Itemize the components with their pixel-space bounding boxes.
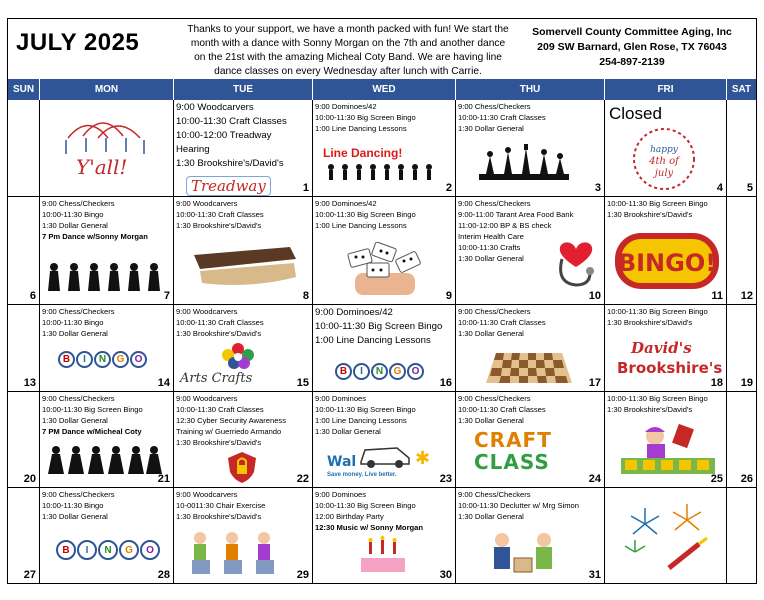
- event: 10:00-11:30 Crafts: [458, 243, 521, 252]
- day-number: 25: [710, 473, 723, 485]
- event-list: [605, 305, 726, 328]
- event-bold-text: 7 PM Dance w/Micheal Coty: [42, 427, 142, 436]
- event: 9:00 Chess/Checkers: [458, 490, 531, 499]
- craft-text: CRAFT: [474, 428, 552, 452]
- day-number: 20: [23, 473, 36, 485]
- page-title: JULY 2025: [16, 29, 140, 56]
- weekday-tue: TUE: [174, 79, 313, 100]
- walmart-tagline: Save money. Live better.: [327, 472, 397, 478]
- day-number: 21: [157, 473, 170, 485]
- dancers-silhouette-icon: [46, 444, 164, 478]
- event: 9:00 Woodcarvers: [176, 490, 238, 499]
- bingo-balls-icon: [58, 351, 147, 368]
- bingo-ball: G: [389, 363, 406, 380]
- event-list: [313, 392, 455, 437]
- event-list: [456, 305, 604, 339]
- weekday-header: [8, 79, 756, 100]
- event: 9:00 Dominoes: [315, 394, 367, 403]
- event: 1:30 Brookshire's/David's: [176, 512, 262, 521]
- arts-crafts-text: Arts Crafts: [180, 371, 253, 386]
- walmart-logo: Wal: [327, 454, 357, 470]
- day-cell-27: [8, 488, 40, 583]
- davids-logo: David's: [631, 339, 692, 357]
- day-number: 2: [445, 182, 452, 194]
- day-number: 3: [594, 182, 601, 194]
- event: Interim Health Care: [458, 232, 524, 241]
- badge-line: happy: [650, 145, 678, 155]
- bingo-ball: I: [353, 363, 370, 380]
- event: 10:00-11:30 Big Screen Bingo: [315, 321, 443, 332]
- event: 10:00-11:30 Bingo: [42, 501, 104, 510]
- chair-exercise-icon: [184, 528, 280, 580]
- day-cell-10: [456, 197, 605, 304]
- brookshires-logo: Brookshire's: [617, 359, 723, 377]
- event: 10:00-11:30 Craft Classes: [458, 113, 546, 122]
- day-cell-6: [8, 197, 40, 304]
- event: 1:30 Dollar General: [42, 512, 108, 521]
- event-list: [174, 197, 312, 231]
- day-cell-9: [313, 197, 456, 304]
- event: Training w/ Guerriedo Armando: [176, 427, 282, 436]
- day-number: 27: [23, 569, 36, 581]
- stethoscope-heart-icon: [554, 235, 598, 293]
- day-number: 26: [740, 473, 753, 485]
- day-number: 6: [29, 290, 36, 302]
- event: 1:30 Brookshire's/David's: [176, 329, 262, 338]
- event: 10:00-12:00 Treadway: [176, 130, 272, 141]
- event-bold: [42, 231, 171, 242]
- day-number: 11: [711, 290, 723, 302]
- event-bold-text: 12:30 Music w/ Sonny Morgan: [315, 523, 424, 532]
- day-number: 7: [163, 290, 170, 302]
- event: 1:30 Brookshire's/David's: [176, 438, 262, 447]
- org-name: Somervell County Committee Aging, Inc: [532, 26, 732, 38]
- day-cell-4: [605, 100, 727, 196]
- event: 11:00-12:00 BP & BS check: [458, 221, 552, 230]
- day-cell-8: [174, 197, 313, 304]
- event: 1:30 Dollar General: [42, 221, 108, 230]
- day-cell-empty: [727, 488, 756, 583]
- event: 10:00-11:30 Declutter w/ Mrg Simon: [458, 501, 579, 510]
- day-number: 16: [439, 377, 452, 389]
- bingo-ball: G: [112, 351, 129, 368]
- day-number: 24: [588, 473, 601, 485]
- bingo-ball: O: [140, 540, 160, 560]
- org-phone: 254-897-2139: [599, 56, 665, 68]
- event: 10:00-11:30 Big Screen Bingo: [607, 394, 708, 403]
- bingo-big-text: BINGO!: [617, 249, 717, 277]
- day-cell-30: [313, 488, 456, 583]
- bingo-ball: I: [77, 540, 97, 560]
- day-cell-25: [605, 392, 727, 487]
- yall-text: Y'all!: [76, 155, 128, 179]
- weekday-sun: SUN: [8, 79, 40, 100]
- event-list: [174, 392, 312, 448]
- event: 9:00 Woodcarvers: [176, 199, 238, 208]
- intro-line: month with a dance with Sonny Morgan on the 7th and another dance: [190, 38, 506, 49]
- day-number: 13: [23, 377, 36, 389]
- event: 1:00 Line Dancing Lessons: [315, 416, 407, 425]
- event: 12:30 Cyber Security Awareness: [176, 416, 287, 425]
- week-row: [8, 487, 756, 583]
- class-text: CLASS: [474, 450, 550, 474]
- event: 9:00 Dominoes: [315, 490, 367, 499]
- event: 9:00 Woodcarvers: [176, 307, 238, 316]
- event: 1:30 Dollar General: [458, 416, 524, 425]
- event-list: [40, 305, 173, 339]
- bingo-player-icon: [611, 422, 723, 478]
- event: 1:30 Brookshire's/David's: [176, 158, 284, 169]
- bingo-balls-icon: [335, 363, 424, 380]
- event-list: [456, 100, 604, 134]
- day-number: 14: [157, 377, 170, 389]
- day-cell-12: [727, 197, 756, 304]
- bingo-ball: O: [407, 363, 424, 380]
- event: 9:00 Dominoes/42: [315, 307, 393, 318]
- day-number: 1: [302, 182, 309, 194]
- calendar-header: [8, 19, 756, 79]
- calendar-grid: [8, 100, 756, 583]
- day-cell-17: [456, 305, 605, 391]
- day-cell-15: [174, 305, 313, 391]
- flower-icon: [220, 341, 256, 371]
- day-cell-1: [174, 100, 313, 196]
- day-cell-7: [40, 197, 174, 304]
- event: 1:30 Dollar General: [42, 416, 108, 425]
- day-number: 17: [588, 377, 601, 389]
- day-number: 22: [296, 473, 309, 485]
- dancers-silhouette-icon: [323, 162, 438, 188]
- event: 10:00-11:30 Craft Classes: [176, 210, 264, 219]
- event: 9:00 Chess/Checkers: [458, 102, 531, 111]
- day-number: 23: [439, 473, 452, 485]
- event: 1:30 Brookshire's/David's: [607, 318, 693, 327]
- org-address: 209 SW Barnard, Glen Rose, TX 76043: [537, 41, 727, 53]
- bingo-ball: G: [119, 540, 139, 560]
- bingo-ball: B: [56, 540, 76, 560]
- intro-line: dance classes on every Wednesday after lunch with Carrie.: [214, 66, 482, 77]
- bingo-ball: N: [98, 540, 118, 560]
- weekday-wed: WED: [313, 79, 456, 100]
- car-icon: [357, 440, 413, 470]
- bingo-ball: N: [94, 351, 111, 368]
- event: 10:00-11:30 Craft Classes: [176, 318, 264, 327]
- bingo-ball: B: [335, 363, 352, 380]
- weekday-thu: THU: [456, 79, 605, 100]
- event: 10:00-11:30 Craft Classes: [458, 405, 546, 414]
- yall-fireworks-icon: [48, 108, 166, 188]
- day-number: 30: [439, 569, 452, 581]
- weekday-fri: FRI: [605, 79, 727, 100]
- organization-info: [532, 25, 732, 70]
- event-list: [174, 305, 312, 339]
- day-number: 28: [157, 569, 170, 581]
- event: 10:00-11:30 Big Screen Bingo: [42, 405, 143, 414]
- event: 10-0011:30 Chair Exercise: [176, 501, 266, 510]
- event: 1:30 Dollar General: [458, 254, 524, 263]
- week-row: [8, 304, 756, 391]
- day-number: 29: [296, 569, 309, 581]
- day-cell-empty: [40, 100, 174, 196]
- event-list: [174, 488, 312, 522]
- week-row: [8, 196, 756, 304]
- event-list: [456, 392, 604, 426]
- day-cell-21: [40, 392, 174, 487]
- day-cell-5: [727, 100, 756, 196]
- event-list: [313, 488, 455, 533]
- event: 1:00 Line Dancing Lessons: [315, 221, 407, 230]
- weekday-sat: SAT: [731, 84, 752, 95]
- treadway-logo: Treadway: [186, 176, 271, 196]
- event: 1:30 Dollar General: [458, 329, 524, 338]
- event: 9:00 Chess/Checkers: [42, 307, 115, 316]
- calendar-page: [7, 18, 757, 584]
- event: 1:30 Dollar General: [315, 427, 381, 436]
- day-number: 18: [710, 377, 723, 389]
- day-cell-3: [456, 100, 605, 196]
- event: 10:00-11:30 Craft Classes: [176, 116, 287, 127]
- week-row: [8, 100, 756, 196]
- event-bold: [42, 426, 171, 437]
- event: 1:30 Brookshire's/David's: [607, 210, 693, 219]
- event: 10:00-11:30 Big Screen Bingo: [607, 307, 708, 316]
- event: 9:00 Dominoes/42: [315, 199, 377, 208]
- day-cell-empty: [605, 488, 727, 583]
- event-list: [40, 392, 173, 437]
- event-list: [456, 488, 604, 522]
- event-bold-text: 7 Pm Dance w/Sonny Morgan: [42, 232, 148, 241]
- day-number: 15: [296, 377, 309, 389]
- event: 9:00 Chess/Checkers: [458, 394, 531, 403]
- event: 10:00-11:30 Craft Classes: [176, 405, 264, 414]
- day-cell-2: [313, 100, 456, 196]
- bingo-ball: I: [76, 351, 93, 368]
- day-number: 9: [445, 290, 452, 302]
- event: 10:00-11:30 Bingo: [42, 210, 104, 219]
- badge-line: july: [654, 168, 674, 179]
- line-dancing-text: Line Dancing!: [323, 146, 403, 160]
- event: 10:00-11:30 Bingo: [42, 318, 104, 327]
- closed-label: Closed: [609, 104, 662, 123]
- day-number: 19: [740, 377, 753, 389]
- event: 1:30 Dollar General: [42, 329, 108, 338]
- event: 10:00-11:30 Big Screen Bingo: [315, 113, 416, 122]
- day-cell-16: [313, 305, 456, 391]
- security-shield-icon: [226, 450, 258, 484]
- checkerboard-icon: [482, 351, 574, 385]
- day-number: 10: [588, 290, 601, 302]
- event-list: [313, 197, 455, 231]
- day-cell-13: [8, 305, 40, 391]
- event: 12:00 Birthday Party: [315, 512, 384, 521]
- day-number: 5: [746, 182, 753, 194]
- event: 10:00-11:30 Craft Classes: [458, 318, 546, 327]
- event: 1:30 Brookshire's/David's: [607, 405, 693, 414]
- day-cell-20: [8, 392, 40, 487]
- event: 10:00-11:30 Big Screen Bingo: [315, 501, 416, 510]
- declutter-people-icon: [486, 530, 566, 578]
- event: 9:00 Chess/Checkers: [42, 199, 115, 208]
- badge-line: 4th of: [649, 156, 679, 167]
- woodcarving-board-icon: [190, 245, 300, 293]
- fourth-of-july-badge-icon: [631, 126, 697, 192]
- intro-line: Thanks to your support, we have a month packed with fun! We start the: [187, 24, 509, 35]
- day-cell-19: [727, 305, 756, 391]
- event-list: [313, 100, 455, 134]
- event: 9:00 Chess/Checkers: [458, 307, 531, 316]
- day-cell-24: [456, 392, 605, 487]
- event: Hearing: [176, 144, 210, 155]
- intro-line: on the 21st with the amazing Micheal Coty Band. We are having line: [194, 52, 502, 63]
- event: 1:30 Dollar General: [458, 124, 524, 133]
- intro-text: [178, 23, 518, 79]
- day-cell-empty: [8, 100, 40, 196]
- day-cell-26: [727, 392, 756, 487]
- day-cell-28: [40, 488, 174, 583]
- day-cell-31: [456, 488, 605, 583]
- event: 9:00 Chess/Checkers: [42, 394, 115, 403]
- event-list: [605, 392, 726, 415]
- day-cell-18: [605, 305, 727, 391]
- day-number: 4: [716, 182, 723, 194]
- day-cell-23: [313, 392, 456, 487]
- day-cell-14: [40, 305, 174, 391]
- event-list: [40, 197, 173, 242]
- event-list: [174, 100, 312, 171]
- event: 10:00-11:30 Big Screen Bingo: [607, 199, 708, 208]
- bingo-ball: O: [130, 351, 147, 368]
- day-number: 31: [588, 569, 601, 581]
- event-list: [40, 488, 173, 522]
- bingo-ball: N: [371, 363, 388, 380]
- day-cell-11: [605, 197, 727, 304]
- weekday-mon: MON: [40, 79, 174, 100]
- dancers-silhouette-icon: [44, 261, 164, 295]
- event: 9:00 Chess/Checkers: [458, 199, 531, 208]
- event: 9:00 Woodcarvers: [176, 394, 238, 403]
- event: 9:00 Chess/Checkers: [42, 490, 115, 499]
- event: 9:00 Dominoes/42: [315, 102, 377, 111]
- event: 9:00-11:00 Tarant Area Food Bank: [458, 210, 574, 219]
- event: 1:30 Brookshire's/David's: [176, 221, 262, 230]
- event: 10:00-11:30 Big Screen Bingo: [315, 210, 416, 219]
- event: 1:00 Line Dancing Lessons: [315, 335, 431, 346]
- event: 10:00-11:30 Big Screen Bingo: [315, 405, 416, 414]
- event: 1:30 Dollar General: [458, 512, 524, 521]
- spark-icon: ✱: [415, 448, 431, 468]
- fireworks-icon: [615, 498, 717, 574]
- bingo-sign-icon: [611, 229, 723, 293]
- day-cell-29: [174, 488, 313, 583]
- day-number: 12: [740, 290, 753, 302]
- event: 1:00 Line Dancing Lessons: [315, 124, 407, 133]
- event-bold: [315, 522, 453, 533]
- dominoes-icon: [341, 241, 425, 297]
- day-number: 8: [302, 290, 309, 302]
- birthday-cake-icon: [353, 536, 413, 576]
- bingo-ball: B: [58, 351, 75, 368]
- day-cell-22: [174, 392, 313, 487]
- event-list: [313, 305, 455, 348]
- chess-pieces-icon: [474, 144, 574, 186]
- week-row: [8, 391, 756, 487]
- bingo-balls-icon: [56, 540, 160, 560]
- event: 9:00 Woodcarvers: [176, 102, 254, 113]
- event-list: [605, 197, 726, 220]
